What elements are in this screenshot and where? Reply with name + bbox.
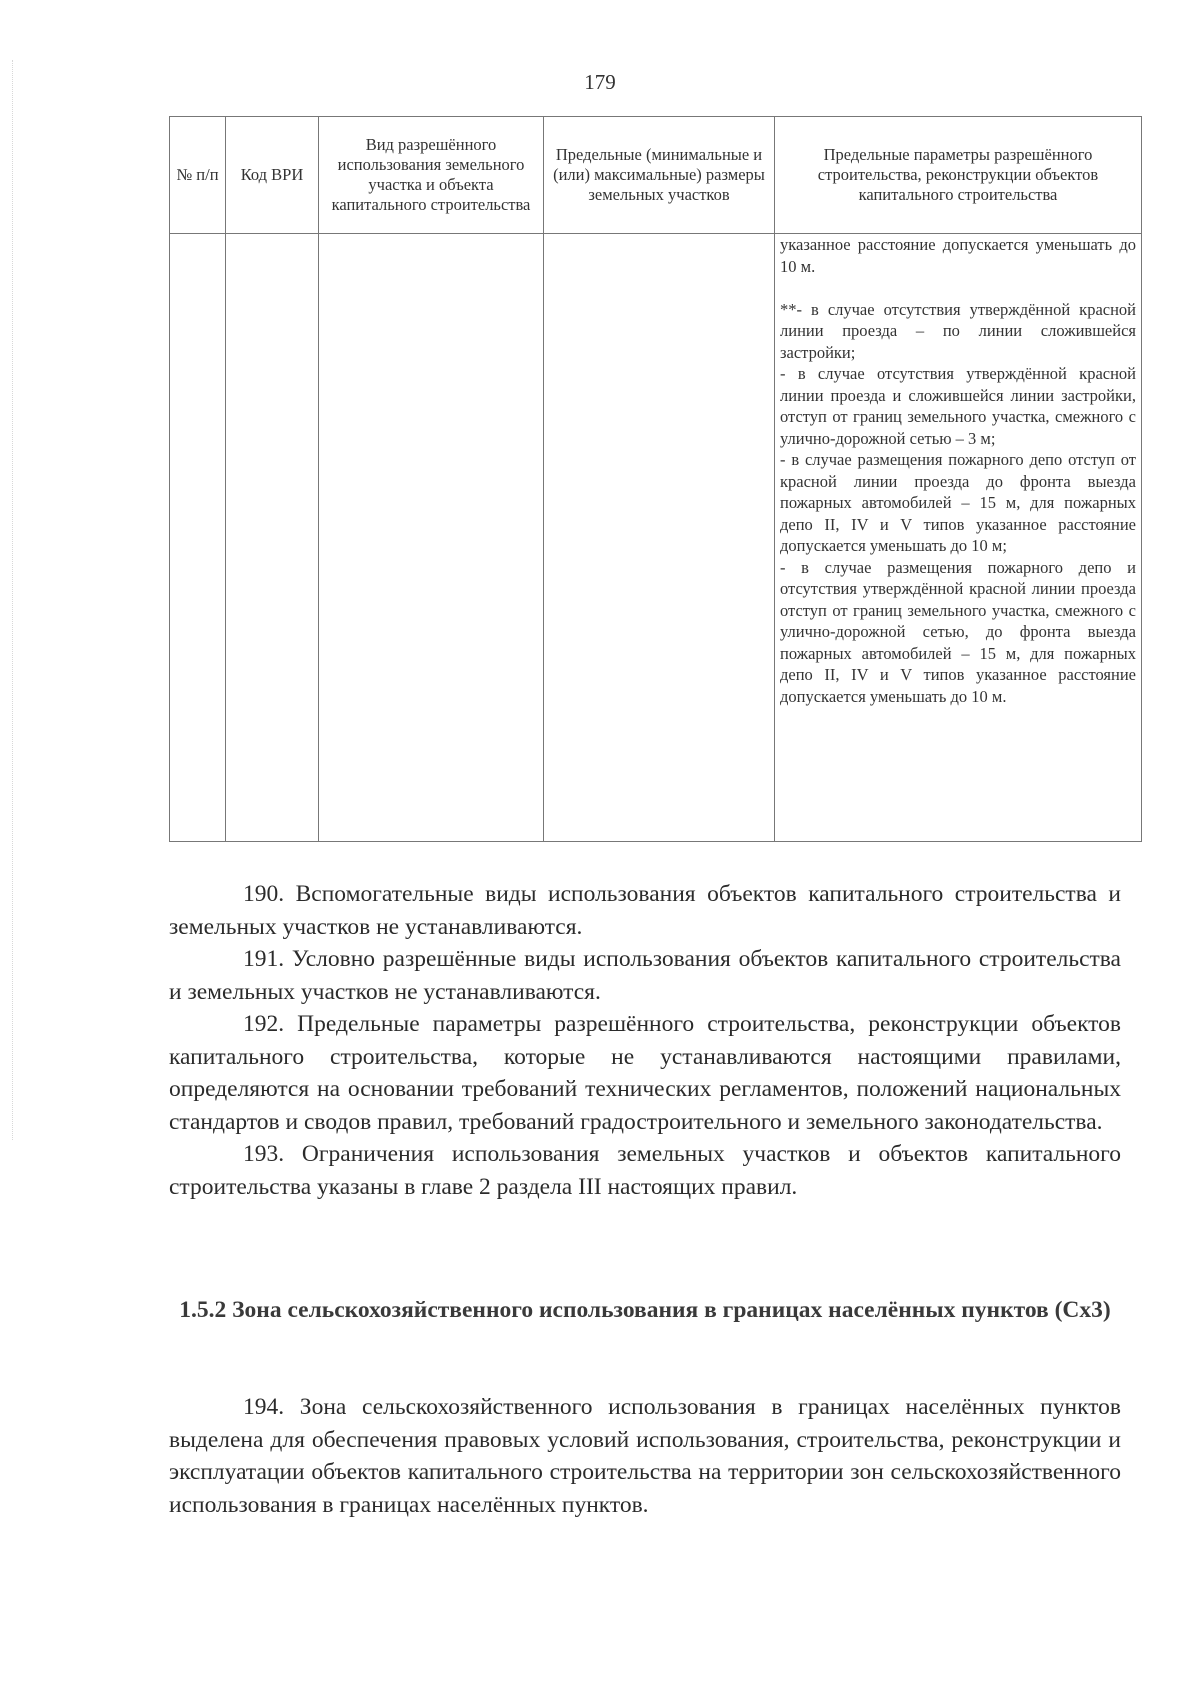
header-plot-size: Предельные (минимальные и (или) максимальные) размеры земельных участков	[544, 117, 775, 234]
cell-use-type	[319, 234, 544, 842]
paragraph-193: 193. Ограничения использования земельных участков и объектов капитального строительства указаны в главе 2 раздела III настоящих правил.	[169, 1141, 1121, 1200]
parameters-text: указанное расстояние допускается уменьшать до 10 м. **- в случае отсутствия утверждённой красной линии проезда – по линии сложившейся застройки; - в случае отсутствия утверждённой красной линии проезда и сложившейся линии застройки, отступ от границ земельного участка, смежного с улично-дорожной сетью – 3 м; - в случае размещения пожарного депо отступ от красной линии проезда до фронта выезда пожарных автомобилей – 15 м, для пожарных депо II, IV и V типов указанное расстояние допускается уменьшать до 10 м; - в случае размещения пожарного депо и отсутствия утверждённой красной линии проезда отступ от границ земельного участка, смежного с улично-дорожной сетью, до фронта выезда пожарных автомобилей – 15 м, для пожарных депо II, IV и V типов указанное расстояние допускается уменьшать до 10 м.	[780, 235, 1136, 706]
table-row	[170, 234, 1142, 842]
paragraph-190: 190. Вспомогательные виды использования объектов капитального строительства и земельных участков не устанавливаются.	[169, 881, 1121, 940]
cell-code	[226, 234, 319, 842]
cell-plot-size	[544, 234, 775, 842]
cell-parameters	[775, 234, 1142, 842]
paragraph-191: 191. Условно разрешённые виды использования объектов капитального строительства и земельных участков не устанавливаются.	[169, 946, 1121, 1005]
header-code: Код ВРИ	[226, 117, 319, 234]
body-text-block-1	[169, 878, 1121, 1203]
cell-number	[170, 234, 226, 842]
paragraph-192: 192. Предельные параметры разрешённого строительства, реконструкции объектов капитального строительства, которые не устанавливаются настоящими правилами, определяются на основании требований технических регламентов, положений национальных стандартов и сводов правил, требований градостроительного и земельного законодательства.	[169, 1011, 1121, 1135]
scan-edge-mark	[12, 60, 14, 1140]
header-use-type: Вид разрешённого использования земельного участка и объекта капитального строительства	[319, 117, 544, 234]
page-number: 179	[584, 70, 616, 94]
table-header-row	[170, 117, 1142, 234]
zoning-parameters-table	[169, 116, 1142, 842]
paragraph-194: 194. Зона сельскохозяйственного использования в границах населённых пунктов выделена для обеспечения правовых условий использования, строительства, реконструкции и эксплуатации объектов капитального строительства на территории зон сельскохозяйственного использования в границах населённых пунктов.	[169, 1394, 1121, 1518]
section-heading: 1.5.2 Зона сельскохозяйственного использования в границах населённых пунктов (Сх3)	[179, 1297, 1111, 1323]
body-text-block-2	[169, 1391, 1121, 1521]
header-number: № п/п	[170, 117, 226, 234]
header-parameters: Предельные параметры разрешённого строительства, реконструкции объектов капитального строительства	[775, 117, 1142, 234]
